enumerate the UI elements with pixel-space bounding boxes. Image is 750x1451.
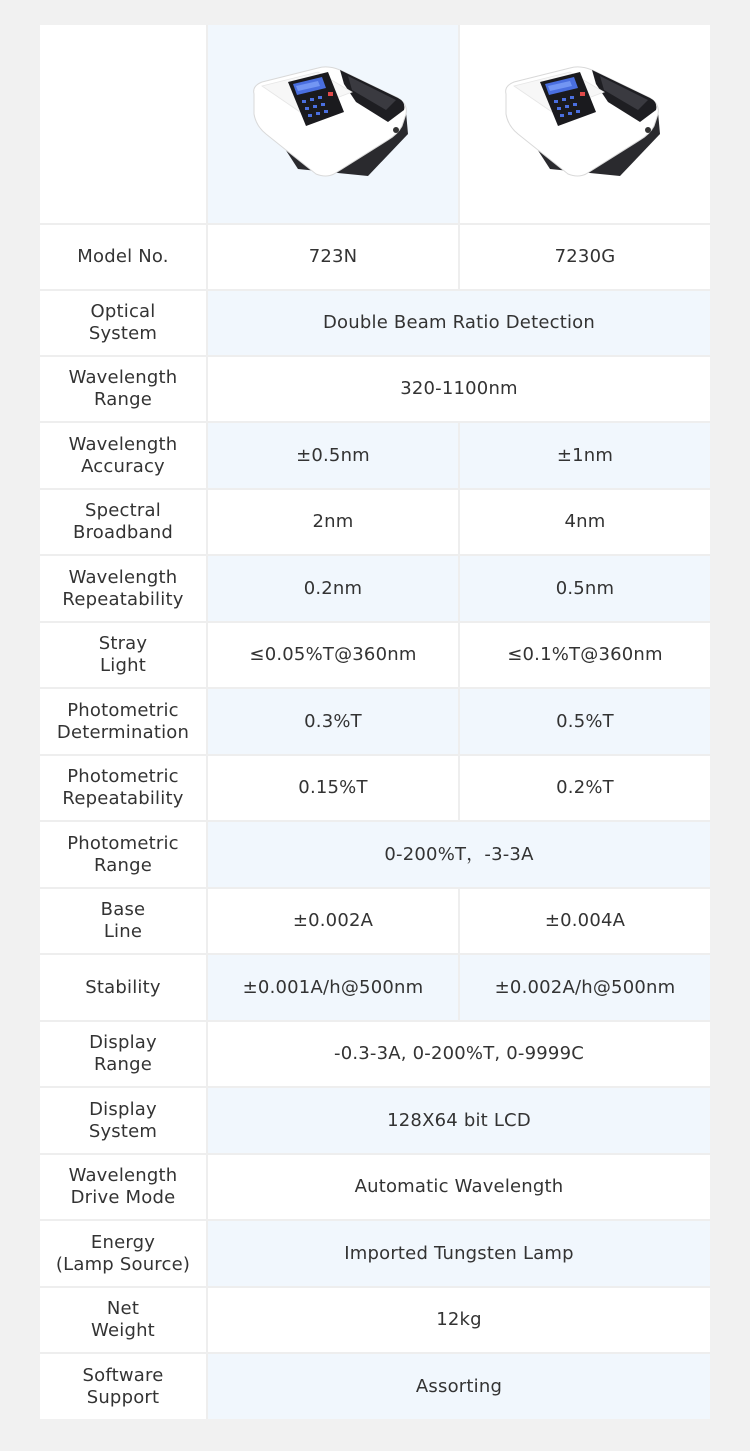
spec-value-7230g: 0.5nm bbox=[458, 556, 710, 621]
table-row bbox=[40, 421, 710, 488]
spec-label bbox=[40, 1155, 206, 1219]
spec-label-line: Wavelength bbox=[68, 433, 178, 455]
spec-label bbox=[40, 490, 206, 554]
spec-value-shared: Double Beam Ratio Detection bbox=[206, 291, 710, 355]
spec-label bbox=[40, 291, 206, 355]
spec-label-line: Stability bbox=[85, 976, 161, 998]
spec-label-line: System bbox=[88, 1120, 158, 1142]
spec-label bbox=[40, 1288, 206, 1352]
spec-label bbox=[40, 822, 206, 887]
spec-label-line: (Lamp Source) bbox=[55, 1253, 191, 1275]
spec-value-shared: 128X64 bit LCD bbox=[206, 1088, 710, 1153]
spec-value-723n: 723N bbox=[206, 225, 458, 289]
spec-label-line: Display bbox=[89, 1098, 157, 1120]
spec-label-line: Support bbox=[86, 1386, 160, 1408]
spec-label-line: Photometric bbox=[67, 832, 179, 854]
spec-label-line: Range bbox=[93, 389, 153, 410]
table-row bbox=[40, 953, 710, 1020]
spec-label-line: Model No. bbox=[77, 246, 169, 267]
spec-label-line: Weight bbox=[91, 1320, 155, 1341]
spec-label-line: Wavelength bbox=[68, 566, 178, 588]
spec-label bbox=[40, 1022, 206, 1086]
spec-label-line: Accuracy bbox=[81, 455, 165, 477]
spec-label-text bbox=[99, 633, 148, 677]
table-row bbox=[40, 1219, 710, 1286]
spec-label bbox=[40, 556, 206, 621]
spec-label-text bbox=[56, 1232, 190, 1276]
spec-label bbox=[40, 1221, 206, 1286]
spec-label-line: Software bbox=[82, 1364, 164, 1386]
spec-value-723n: 2nm bbox=[206, 490, 458, 554]
spec-label-line: Line bbox=[103, 921, 143, 942]
spec-label bbox=[40, 1088, 206, 1153]
spec-label-text bbox=[89, 1099, 157, 1143]
spec-label-text bbox=[83, 1365, 164, 1409]
table-row bbox=[40, 621, 710, 687]
spec-value-7230g: 0.2%T bbox=[458, 756, 710, 820]
spec-label-line: Wavelength bbox=[68, 367, 178, 388]
spec-value-shared: Assorting bbox=[206, 1354, 710, 1419]
spec-label-text bbox=[73, 500, 173, 544]
table-row bbox=[40, 1153, 710, 1219]
spec-value-7230g: ±0.002A/h@500nm bbox=[458, 955, 710, 1020]
spec-label-text bbox=[77, 246, 168, 268]
table-row bbox=[40, 554, 710, 621]
spec-label-line: Spectral bbox=[85, 500, 161, 521]
spec-value-7230g: ±0.004A bbox=[458, 889, 710, 953]
spec-label-line: Range bbox=[93, 1054, 153, 1075]
spec-label-text bbox=[67, 833, 179, 877]
spec-label-text bbox=[85, 977, 160, 999]
spec-value-723n: 0.15%T bbox=[206, 756, 458, 820]
spec-label bbox=[40, 955, 206, 1020]
spec-comparison-table bbox=[40, 25, 710, 1419]
table-row bbox=[40, 687, 710, 754]
spec-value-723n: 0.3%T bbox=[206, 689, 458, 754]
spec-label-line: Stray bbox=[98, 633, 148, 654]
spec-label-line: Net bbox=[106, 1298, 140, 1319]
spec-value-7230g: ≤0.1%T@360nm bbox=[458, 623, 710, 687]
spec-label-text bbox=[62, 766, 183, 810]
spec-label-line: Optical bbox=[90, 301, 156, 322]
table-row bbox=[40, 1020, 710, 1086]
spec-label bbox=[40, 756, 206, 820]
spec-label-line: Display bbox=[89, 1032, 157, 1053]
spec-label-text bbox=[62, 567, 183, 611]
spec-label-text bbox=[89, 301, 157, 345]
spec-label-line: Repeatability bbox=[62, 788, 184, 809]
spec-value-7230g: 7230G bbox=[458, 225, 710, 289]
spec-label bbox=[40, 689, 206, 754]
table-row bbox=[40, 488, 710, 554]
spec-label-line: Range bbox=[93, 854, 153, 876]
spectrophotometer-image bbox=[248, 64, 418, 184]
spec-label-text bbox=[91, 1298, 155, 1342]
spec-label-line: System bbox=[88, 323, 158, 344]
spec-label bbox=[40, 423, 206, 488]
spec-label-text bbox=[57, 700, 189, 744]
spec-value-shared: 12kg bbox=[206, 1288, 710, 1352]
spec-label-line: Drive Mode bbox=[70, 1187, 176, 1208]
spec-label-line: Broadband bbox=[73, 522, 173, 543]
spec-label-text bbox=[101, 899, 146, 943]
table-row bbox=[40, 355, 710, 421]
table-header-row bbox=[40, 25, 710, 223]
spec-label-line: Determination bbox=[56, 721, 190, 743]
spec-value-723n: ±0.002A bbox=[206, 889, 458, 953]
spec-value-723n: ±0.001A/h@500nm bbox=[206, 955, 458, 1020]
table-row bbox=[40, 887, 710, 953]
spec-label-text bbox=[89, 1032, 157, 1076]
spec-value-shared: Imported Tungsten Lamp bbox=[206, 1221, 710, 1286]
spec-label-line: Repeatability bbox=[62, 588, 184, 610]
spec-label bbox=[40, 1354, 206, 1419]
spec-label bbox=[40, 225, 206, 289]
spec-label-line: Energy bbox=[90, 1231, 156, 1253]
spec-value-723n: 0.2nm bbox=[206, 556, 458, 621]
product-image-7230g bbox=[458, 25, 710, 223]
spec-value-shared: -0.3-3A, 0-200%T, 0-9999C bbox=[206, 1022, 710, 1086]
table-row bbox=[40, 1086, 710, 1153]
spec-label-line: Photometric bbox=[67, 699, 179, 721]
spec-label bbox=[40, 889, 206, 953]
spec-label-line: Light bbox=[100, 655, 146, 676]
spec-value-shared: Automatic Wavelength bbox=[206, 1155, 710, 1219]
spec-label-text bbox=[69, 1165, 178, 1209]
spec-label bbox=[40, 623, 206, 687]
header-empty-cell bbox=[40, 25, 206, 223]
table-row bbox=[40, 223, 710, 289]
spec-value-723n: ±0.5nm bbox=[206, 423, 458, 488]
spec-value-723n: ≤0.05%T@360nm bbox=[206, 623, 458, 687]
spec-value-7230g: 4nm bbox=[458, 490, 710, 554]
table-row bbox=[40, 1286, 710, 1352]
product-image-723n bbox=[206, 25, 458, 223]
spec-label-text bbox=[69, 434, 178, 478]
spec-label bbox=[40, 357, 206, 421]
spec-rows bbox=[40, 223, 710, 1419]
spec-value-7230g: 0.5%T bbox=[458, 689, 710, 754]
table-row bbox=[40, 820, 710, 887]
spec-value-shared: 320-1100nm bbox=[206, 357, 710, 421]
table-row bbox=[40, 289, 710, 355]
table-row bbox=[40, 1352, 710, 1419]
spec-value-shared: 0-200%T，-3-3A bbox=[206, 822, 710, 887]
spec-value-7230g: ±1nm bbox=[458, 423, 710, 488]
table-row bbox=[40, 754, 710, 820]
spec-label-line: Base bbox=[100, 899, 146, 920]
spec-label-line: Photometric bbox=[67, 766, 179, 787]
spec-label-line: Wavelength bbox=[68, 1165, 178, 1186]
spectrophotometer-image bbox=[500, 64, 670, 184]
spec-label-text bbox=[69, 367, 178, 411]
